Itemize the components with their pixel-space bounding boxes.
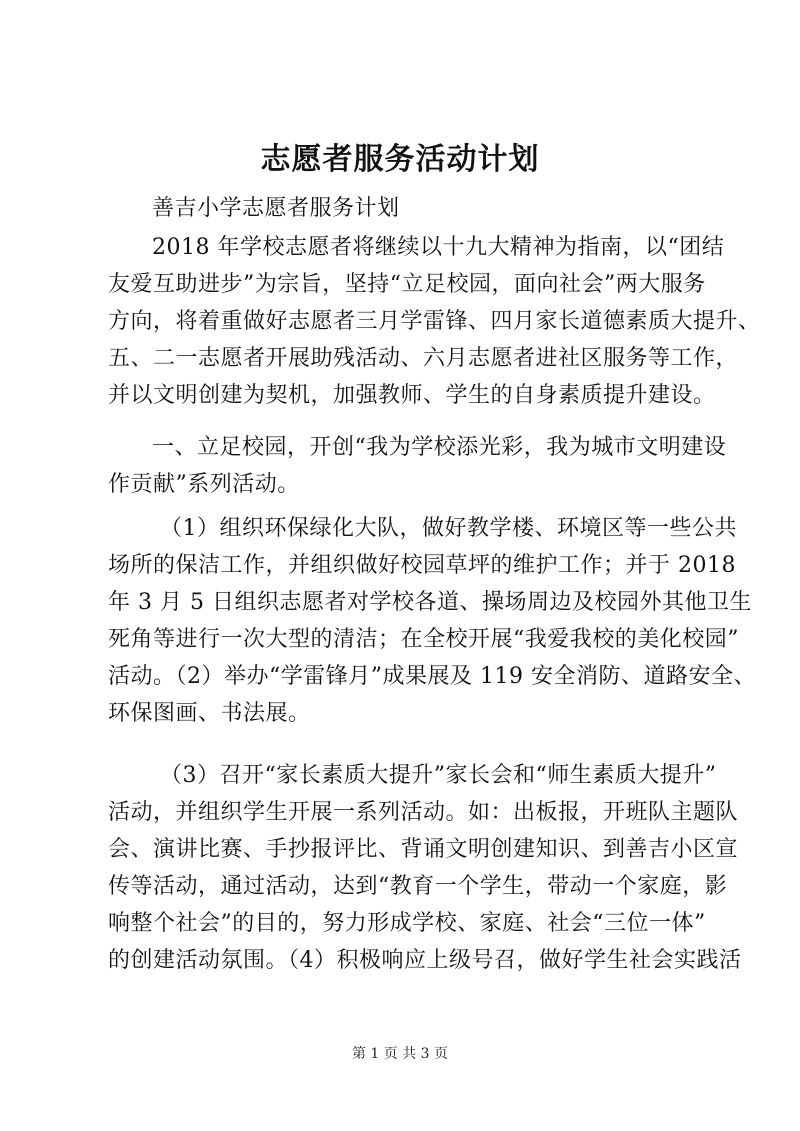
page-number-footer: 第 1 页 共 3 页 — [351, 1046, 449, 1062]
paragraph-line: （1）组织环保绿化大队，做好教学楼、环境区等一些公共 — [160, 516, 737, 541]
paragraph-3 — [108, 510, 756, 732]
paragraph-1 — [108, 229, 761, 414]
paragraph-4 — [108, 757, 742, 979]
paragraph-line: 方向，将着重做好志愿者三月学雷锋、四月家长道德素质大提升、 — [108, 309, 761, 334]
paragraph-line: 2018 年学校志愿者将继续以十九大精神为指南，以“团结 — [152, 235, 725, 260]
document-subtitle-block — [108, 190, 700, 227]
paragraph-line: 响整个社会”的目的，努力形成学校、家庭、社会“三位一体” — [108, 911, 706, 936]
paragraph-line: 并以文明创建为契机，加强教师、学生的自身素质提升建设。 — [108, 383, 716, 408]
paragraph-line: （3）召开“家长素质大提升”家长会和“师生素质大提升” — [160, 763, 717, 788]
document-title: 志愿者服务活动计划 — [260, 142, 540, 177]
paragraph-line: 传等活动，通过活动，达到“教育一个学生，带动一个家庭，影 — [108, 874, 728, 899]
paragraph-line: 一、立足校园，开创“我为学校添光彩，我为城市文明建设 — [152, 435, 727, 460]
paragraph-line: 活动。（2）举办“学雷锋月”成果展及 119 安全消防、道路安全、 — [108, 664, 756, 689]
paragraph-line: 死角等进行一次大型的清洁；在全校开展“我爱我校的美化校园” — [108, 627, 739, 652]
paragraph-line: 场所的保洁工作，并组织做好校园草坪的维护工作；并于 2018 — [108, 553, 736, 578]
document-subtitle: 善吉小学志愿者服务计划 — [152, 196, 400, 221]
paragraph-line: 的创建活动氛围。（4）积极响应上级号召，做好学生社会实践活 — [108, 948, 742, 973]
paragraph-line: 五、二一志愿者开展助残活动、六月志愿者进社区服务等工作， — [108, 346, 739, 371]
paragraph-2 — [108, 429, 727, 503]
paragraph-line: 会、演讲比赛、手抄报评比、背诵文明创建知识、到善吉小区宣 — [108, 837, 739, 862]
paragraph-line: 作贡献”系列活动。 — [108, 472, 300, 497]
paragraph-line: 年 3 月 5 日组织志愿者对学校各道、操场周边及校园外其他卫生 — [108, 590, 752, 615]
paragraph-line: 活动，并组织学生开展一系列活动。如：出板报，开班队主题队 — [108, 800, 739, 825]
paragraph-line: 友爱互助进步”为宗旨，坚持“立足校园，面向社会”两大服务 — [108, 272, 706, 297]
paragraph-line: 环保图画、书法展。 — [108, 701, 311, 726]
